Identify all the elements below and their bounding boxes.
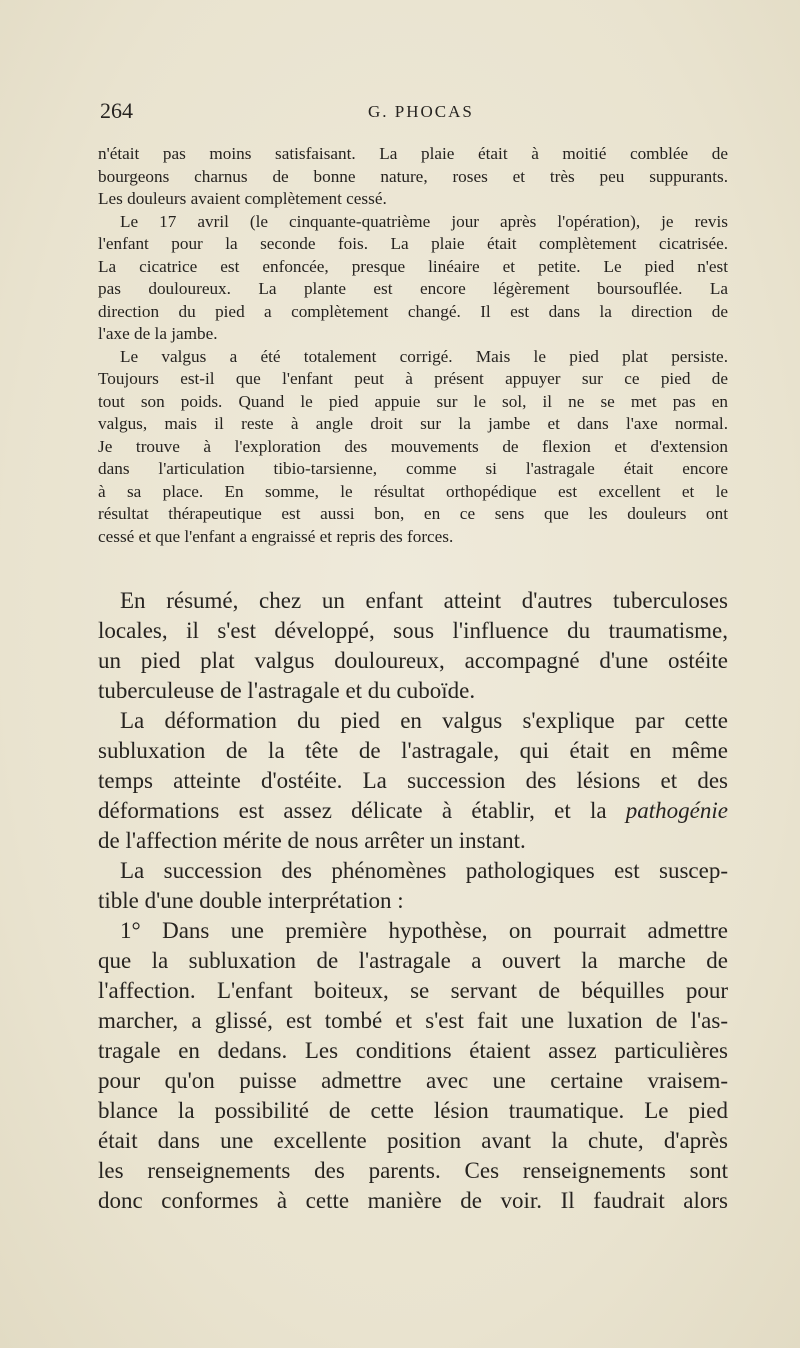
summary-line-text: déformations est assez délicate à établir, et la — [98, 798, 607, 823]
page-number: 264 — [100, 98, 133, 123]
case-note-line-text: Les douleurs avaient complètement cessé. — [98, 189, 387, 208]
case-note-line — [98, 166, 728, 189]
case-note-line-text: l'axe de la jambe. — [98, 324, 218, 343]
summary-line — [98, 1096, 728, 1126]
case-note-line — [98, 278, 728, 301]
case-note-line-text: direction du pied a complètement changé. Il est dans la direction de — [98, 301, 728, 321]
summary-line — [98, 706, 728, 736]
case-note-line — [98, 188, 728, 211]
case-note-line — [98, 481, 728, 504]
summary-line — [98, 976, 728, 1006]
summary-block — [98, 586, 728, 1216]
case-note-line-text: Le valgus a été totalement corrigé. Mais le pied plat persiste. — [120, 346, 728, 366]
summary-line-text: tuberculeuse de l'astragale et du cuboïde. — [98, 678, 476, 703]
case-note-line — [98, 526, 728, 549]
case-note-line-text: tout son poids. Quand le pied appuie sur le sol, il ne se met pas en — [98, 391, 728, 411]
case-note-line-text: dans l'articulation tibio-tarsienne, comme si l'astragale était encore — [98, 459, 728, 478]
summary-line — [98, 886, 728, 916]
case-note-line — [98, 256, 728, 279]
summary-line — [98, 1156, 728, 1186]
summary-line — [98, 616, 728, 646]
case-note-line-text: n'était pas moins satisfaisant. La plaie était à moitié comblée de — [98, 144, 728, 163]
italic-term: pathogénie — [606, 798, 728, 823]
summary-line-text: l'affection. L'enfant boiteux, se servant de béquilles pour — [98, 978, 728, 1003]
summary-line-text: subluxation de la tête de l'astragale, qui était en même — [98, 738, 728, 763]
summary-line — [98, 646, 728, 676]
summary-line-text: que la subluxation de l'astragale a ouvert la marche de — [98, 948, 728, 973]
summary-line — [98, 586, 728, 616]
summary-line-text: La déformation du pied en valgus s'explique par cette — [120, 708, 728, 733]
summary-line-text: tible d'une double interprétation : — [98, 888, 404, 913]
summary-line-text: les renseignements des parents. Ces renseignements sont — [98, 1158, 728, 1183]
summary-line — [98, 1006, 728, 1036]
case-note-line-text: bourgeons charnus de bonne nature, roses et très peu suppurants. — [98, 166, 728, 186]
case-note-line — [98, 413, 728, 436]
summary-line — [98, 676, 728, 706]
case-note-line — [98, 211, 728, 234]
case-note-line-text: cessé et que l'enfant a engraissé et repris des forces. — [98, 526, 454, 546]
case-note-line-text: La cicatrice est enfoncée, presque linéaire et petite. Le pied n'est — [98, 256, 728, 276]
summary-line-text: était dans une excellente position avant la chute, d'après — [98, 1128, 728, 1153]
case-note-line — [98, 503, 728, 526]
case-note-line — [98, 346, 728, 369]
case-note-line-text: Je trouve à l'exploration des mouvements de flexion et d'extension — [98, 436, 728, 456]
case-note-line — [98, 458, 728, 481]
summary-line — [98, 1036, 728, 1066]
case-note-line — [98, 391, 728, 414]
page-header — [100, 98, 700, 128]
case-note-line-text: résultat thérapeutique est aussi bon, en ce sens que les douleurs ont — [98, 504, 728, 523]
summary-line-text: blance la possibilité de cette lésion traumatique. Le pied — [98, 1098, 728, 1123]
case-note-line-text: valgus, mais il reste à angle droit sur la jambe et dans l'axe normal. — [98, 414, 728, 433]
summary-line — [98, 1126, 728, 1156]
summary-line-text: pour qu'on puisse admettre avec une certaine vraisem- — [98, 1068, 728, 1093]
summary-line-text: La succession des phénomènes pathologiques est suscep- — [120, 858, 728, 883]
case-note-line-text: à sa place. En somme, le résultat orthopédique est excellent et le — [98, 481, 728, 501]
case-note-line-text: Toujours est-il que l'enfant peut à présent appuyer sur ce pied de — [98, 369, 728, 388]
case-note-line-text: pas douloureux. La plante est encore légèrement boursouflée. La — [98, 279, 728, 298]
case-note-line — [98, 301, 728, 324]
summary-line-text: tragale en dedans. Les conditions étaient assez particulières — [98, 1038, 728, 1063]
case-notes-block — [98, 143, 728, 548]
summary-line — [98, 826, 728, 856]
summary-line — [98, 1186, 728, 1216]
summary-line-text: donc conformes à cette manière de voir. Il faudrait alors — [98, 1188, 728, 1213]
summary-line-text: 1° Dans une première hypothèse, on pourrait admettre — [120, 918, 728, 943]
case-note-line — [98, 436, 728, 459]
summary-line — [98, 766, 728, 796]
summary-line-text: En résumé, chez un enfant atteint d'autres tuberculoses — [120, 588, 728, 613]
running-head: G. PHOCAS — [368, 102, 474, 121]
summary-line — [98, 796, 728, 826]
summary-line — [98, 736, 728, 766]
case-note-line — [98, 143, 728, 166]
case-note-line — [98, 323, 728, 346]
case-note-line-text: Le 17 avril (le cinquante-quatrième jour après l'opération), je revis — [120, 211, 728, 231]
summary-line — [98, 946, 728, 976]
summary-line-text: locales, il s'est développé, sous l'influence du traumatisme, — [98, 618, 728, 643]
summary-line-text: de l'affection mérite de nous arrêter un instant. — [98, 828, 526, 853]
summary-line-text: marcher, a glissé, est tombé et s'est fait une luxation de l'as- — [98, 1008, 728, 1033]
summary-line — [98, 916, 728, 946]
summary-line — [98, 1066, 728, 1096]
summary-line-text: temps atteinte d'ostéite. La succession des lésions et des — [98, 768, 728, 793]
case-note-line — [98, 233, 728, 256]
case-note-line-text: l'enfant pour la seconde fois. La plaie était complètement cicatrisée. — [98, 234, 728, 253]
summary-line-text: un pied plat valgus douloureux, accompagné d'une ostéite — [98, 648, 728, 673]
case-note-line — [98, 368, 728, 391]
summary-line — [98, 856, 728, 886]
